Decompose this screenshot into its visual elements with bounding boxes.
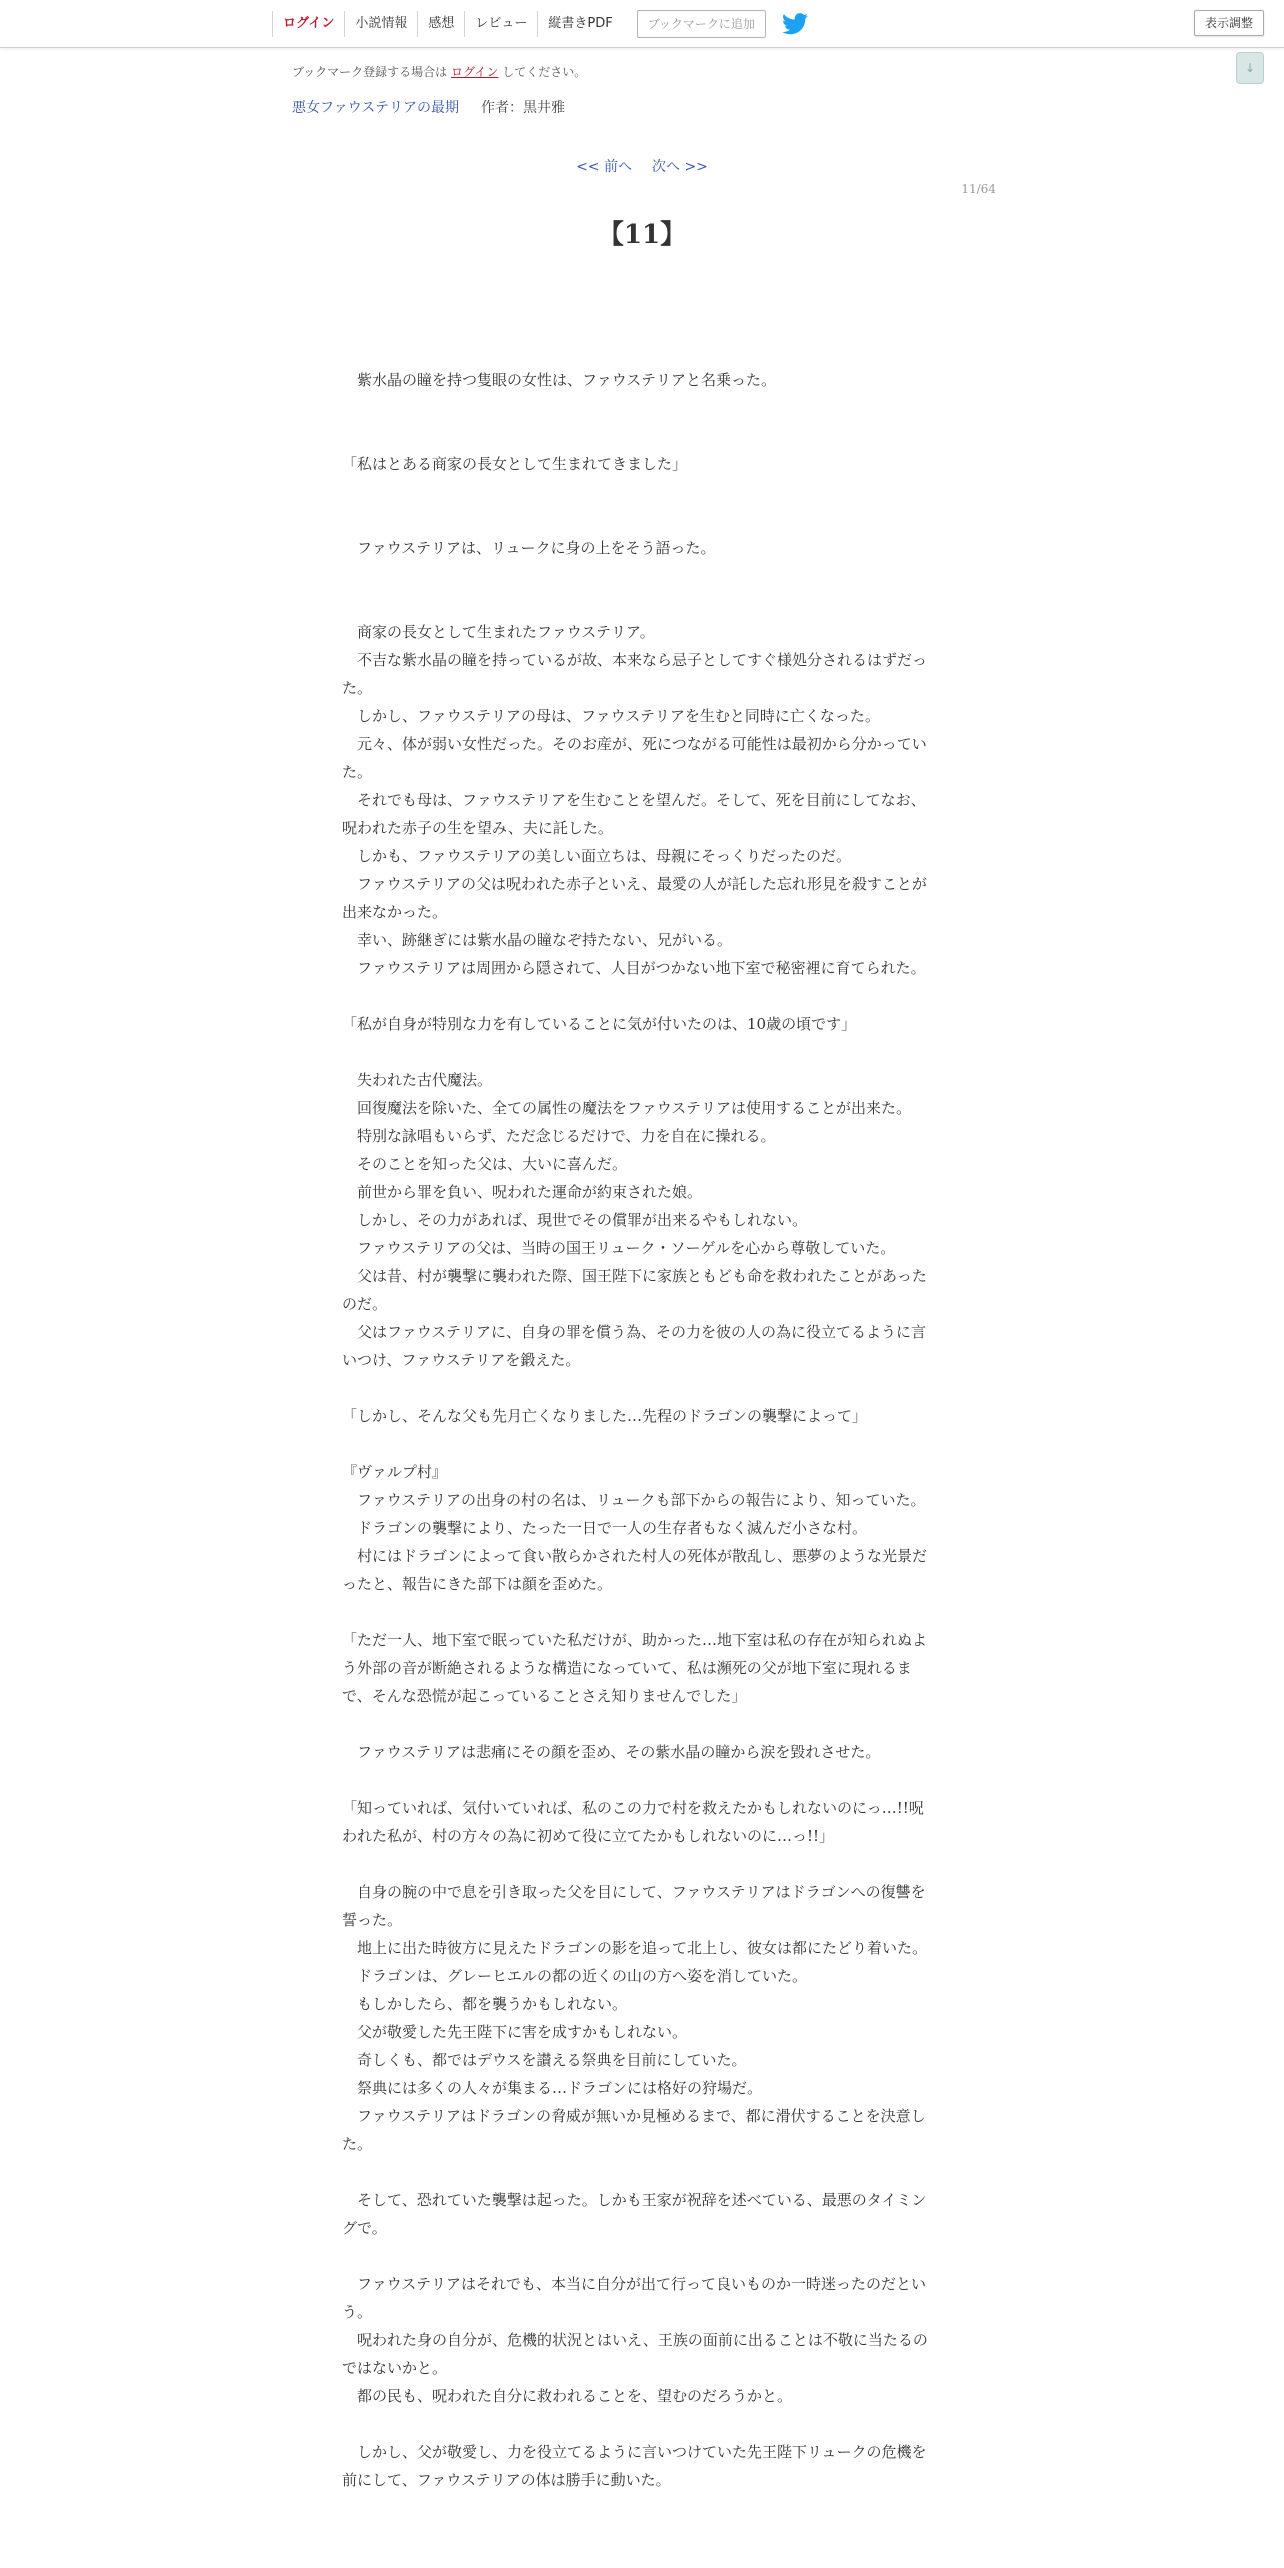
bookmark-notice-after: してください。 <box>498 65 587 79</box>
blank-line <box>342 562 938 590</box>
body-paragraph: 失われた古代魔法。 <box>342 1071 493 1089</box>
body-paragraph: 不吉な紫水晶の瞳を持っているが故、本来なら忌子としてすぐ様処分されるはずだった。 <box>342 651 928 697</box>
body-paragraph: ドラゴンは、グレーヒエルの都の近くの山の方へ姿を消していた。 <box>342 1967 808 1985</box>
body-paragraph: ファウステリアの父は呪われた赤子といえ、最愛の人が託した忘れ形見を殺すことが出来なかった。 <box>342 875 927 921</box>
bookmark-notice <box>292 63 586 80</box>
blank-line <box>342 1374 938 1402</box>
body-paragraph: ファウステリアの父は、当時の国王リューク・ソーゲルを心から尊敬していた。 <box>342 1239 896 1257</box>
novel-info-line <box>292 97 565 117</box>
body-paragraph: しかも、ファウステリアの美しい面立ちは、母親にそっくりだったのだ。 <box>342 847 851 865</box>
blank-line <box>342 2242 938 2270</box>
body-paragraph: ファウステリアは周囲から隠されて、人目がつかない地下室で秘密裡に育てられた。 <box>342 959 926 977</box>
episode-pager <box>0 156 1284 176</box>
twitter-share-icon[interactable] <box>782 13 808 35</box>
blank-line <box>342 1766 938 1794</box>
body-paragraph: しかし、その力があれば、現世でその償罪が出来るやもしれない。 <box>342 1211 808 1229</box>
blank-line <box>342 1710 938 1738</box>
blank-line <box>342 506 938 534</box>
body-paragraph: 奇しくも、都ではデウスを讃える祭典を目前にしていた。 <box>342 2051 747 2069</box>
blank-line <box>342 422 938 450</box>
body-paragraph: ファウステリアは悲痛にその顔を歪め、その紫水晶の瞳から涙を毀れさせた。 <box>342 1743 881 1761</box>
episode-number: 11/64 <box>961 182 996 196</box>
body-paragraph: そして、恐れていた襲撃は起った。しかも王家が祝辞を述べている、最悪のタイミングで。 <box>342 2191 927 2237</box>
body-paragraph: ドラゴンの襲撃により、たった一日で一人の生存者もなく滅んだ小さな村。 <box>342 1519 868 1537</box>
display-settings-button[interactable]: 表示調整 <box>1194 10 1264 36</box>
blank-line <box>342 2410 938 2438</box>
novel-body-text <box>342 310 938 2494</box>
body-paragraph: 父はファウステリアに、自身の罪を償う為、その力を彼の人の為に役立てるように言いつけ、ファウステリアを鍛えた。 <box>342 1323 926 1369</box>
blank-line <box>342 1598 938 1626</box>
blank-line <box>342 590 938 618</box>
body-paragraph: ファウステリアはドラゴンの脅威が無いか見極めるまで、都に滑伏することを決意した。 <box>342 2107 926 2153</box>
body-paragraph: 都の民も、呪われた自分に救われることを、望むのだろうかと。 <box>342 2387 793 2405</box>
body-paragraph: 「しかし、そんな父も先月亡くなりました…先程のドラゴンの襲撃によって」 <box>342 1407 868 1425</box>
nav-review[interactable]: レビュー <box>464 11 537 37</box>
body-paragraph: ファウステリアの出身の村の名は、リュークも部下からの報告により、知っていた。 <box>342 1491 926 1509</box>
body-paragraph: 「知っていれば、気付いていれば、私のこの力で村を救えたかもしれないのにっ…!!呪われた私が、村の方々の為に初めて役に立てたかもしれないのに…っ!!」 <box>342 1799 924 1845</box>
body-paragraph: 「私はとある商家の長女として生まれてきました」 <box>342 455 688 473</box>
nav-login[interactable]: ログイン <box>272 11 344 37</box>
body-paragraph: 自身の腕の中で息を引き取った父を目にして、ファウステリアはドラゴンへの復讐を誓った。 <box>342 1883 926 1929</box>
body-paragraph: 村にはドラゴンによって食い散らかされた村人の死体が散乱し、悪夢のような光景だったと、報告にきた部下は顔を歪めた。 <box>342 1547 928 1593</box>
body-paragraph: 紫水晶の瞳を持つ隻眼の女性は、ファウステリアと名乗った。 <box>342 371 776 389</box>
bookmark-notice-before: ブックマーク登録する場合は <box>292 65 451 79</box>
next-episode-link[interactable]: 次へ >> <box>652 159 708 175</box>
scroll-down-arrow-icon[interactable]: ↓ <box>1236 52 1264 84</box>
body-paragraph: 「私が自身が特別な力を有していることに気が付いたのは、10歳の頃です」 <box>342 1015 857 1033</box>
blank-line <box>342 1038 938 1066</box>
body-paragraph: 前世から罪を負い、呪われた運命が約束された娘。 <box>342 1183 703 1201</box>
blank-line <box>342 310 938 338</box>
body-paragraph: 回復魔法を除いた、全ての属性の魔法をファウステリアは使用することが出来た。 <box>342 1099 911 1117</box>
body-paragraph: 特別な詠唱もいらず、ただ念じるだけで、力を自在に操れる。 <box>342 1127 776 1145</box>
blank-line <box>342 982 938 1010</box>
body-paragraph: しかし、父が敬愛し、力を役立てるように言いつけていた先王陛下リュークの危機を前にして、ファウステリアの体は勝手に動いた。 <box>342 2443 927 2489</box>
blank-line <box>342 1850 938 1878</box>
top-navigation-bar <box>0 0 1284 48</box>
author-name: 作者：黒井雅 <box>481 100 566 116</box>
body-paragraph: 呪われた身の自分が、危機的状況とはいえ、王族の面前に出ることは不敬に当たるのではないかと。 <box>342 2331 928 2377</box>
blank-line <box>342 1430 938 1458</box>
chapter-title: 【11】 <box>597 220 687 250</box>
blank-line <box>342 394 938 422</box>
body-paragraph: 商家の長女として生まれたファウステリア。 <box>342 623 655 641</box>
body-paragraph: そのことを知った父は、大いに喜んだ。 <box>342 1155 628 1173</box>
novel-title-link[interactable]: 悪女ファウステリアの最期 <box>292 100 460 116</box>
body-paragraph: 『ヴァルプ村』 <box>342 1463 447 1481</box>
body-paragraph: しかし、ファウステリアの母は、ファウステリアを生むと同時に亡くなった。 <box>342 707 880 725</box>
body-paragraph: 父は昔、村が襲撃に襲われた際、国王陛下に家族ともども命を救われたことがあったのだ。 <box>342 1267 927 1313</box>
blank-line <box>342 338 938 366</box>
body-paragraph: それでも母は、ファウステリアを生むことを望んだ。そして、死を目前にしてなお、呪われた赤子の生を望み、夫に託した。 <box>342 791 926 837</box>
nav-novel-info[interactable]: 小説情報 <box>344 11 417 37</box>
body-paragraph: 幸い、跡継ぎには紫水晶の瞳なぞ持たない、兄がいる。 <box>342 931 733 949</box>
add-bookmark-button[interactable]: ブックマークに追加 <box>637 10 766 38</box>
bookmark-notice-login-link[interactable]: ログイン <box>450 65 499 79</box>
body-paragraph: 地上に出た時彼方に見えたドラゴンの影を追って北上し、彼女は都にたどり着いた。 <box>342 1939 928 1957</box>
body-paragraph: 元々、体が弱い女性だった。そのお産が、死につながる可能性は最初から分かっていた。 <box>342 735 927 781</box>
body-paragraph: 父が敬愛した先王陛下に害を成すかもしれない。 <box>342 2023 688 2041</box>
prev-episode-link[interactable]: << 前へ <box>576 159 632 175</box>
body-paragraph: 祭典には多くの人々が集まる…ドラゴンには格好の狩場だ。 <box>342 2079 763 2097</box>
nav-impressions[interactable]: 感想 <box>417 11 464 37</box>
blank-line <box>342 478 938 506</box>
body-paragraph: 「ただ一人、地下室で眠っていた私だけが、助かった…地下室は私の存在が知られぬよう外部の音が断絶されるような構造になっていて、私は瀕死の父が地下室に現れるまで、そんな恐慌が起こっていることさえ知りませんでした」 <box>342 1631 928 1705</box>
body-paragraph: ファウステリアは、リュークに身の上をそう語った。 <box>342 539 716 557</box>
body-paragraph: ファウステリアはそれでも、本当に自分が出て行って良いものか一時迷ったのだという。 <box>342 2275 926 2321</box>
blank-line <box>342 2158 938 2186</box>
nav-vertical-pdf[interactable]: 縦書きPDF <box>537 11 622 37</box>
body-paragraph: もしかしたら、都を襲うかもしれない。 <box>342 1995 628 2013</box>
top-nav-menu <box>272 10 808 38</box>
